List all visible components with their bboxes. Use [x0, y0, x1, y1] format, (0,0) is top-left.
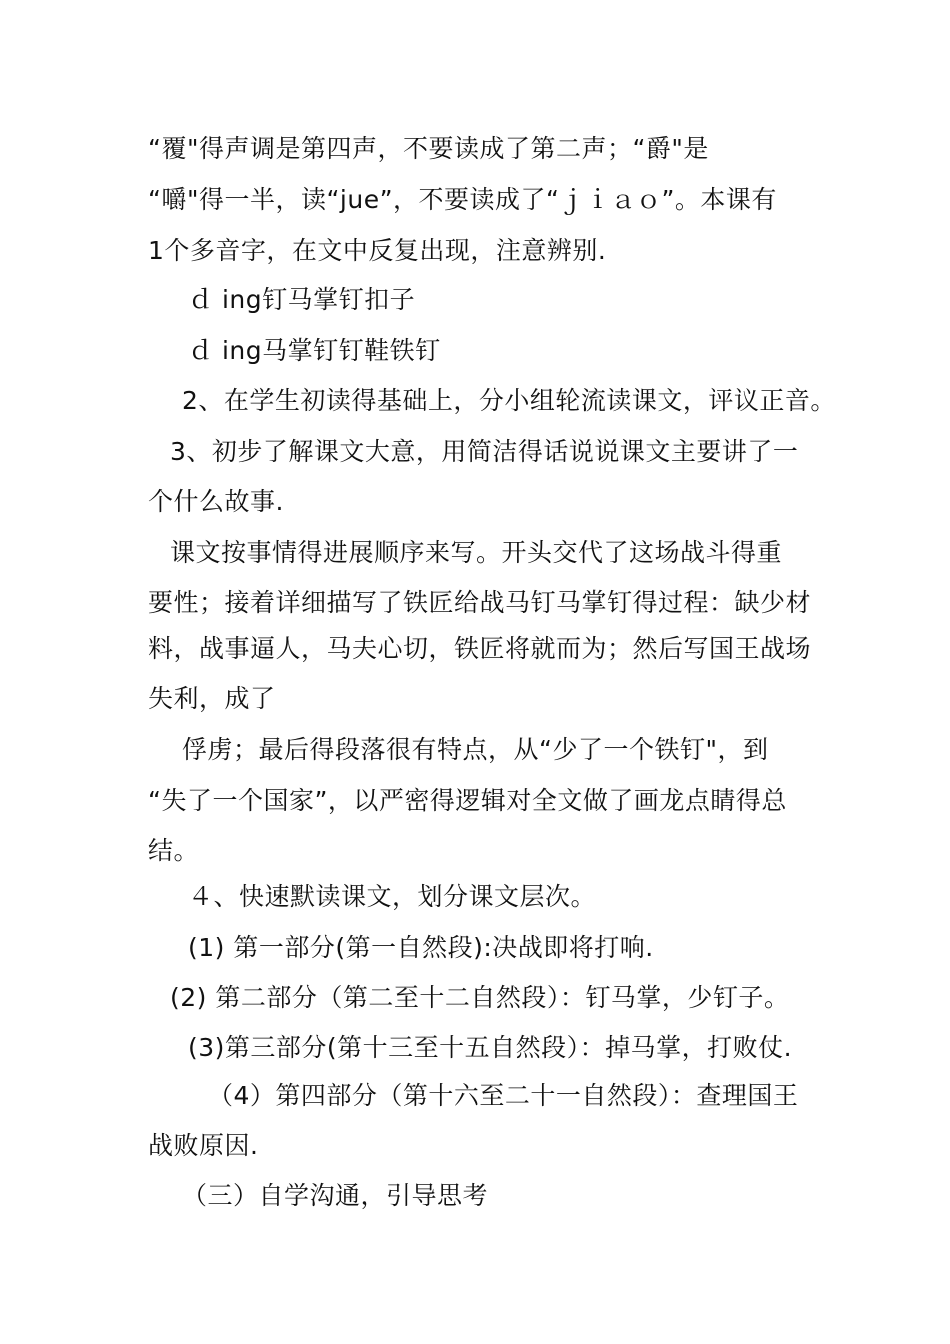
- text-line-16: ４、快速默读课文，划分课文层次。: [188, 882, 597, 911]
- text-line-1: “覆"得声调是第四声，不要读成了第二声；“爵"是: [148, 134, 709, 163]
- text-line-19: (3)第三部分(第十三至十五自然段）：掉马掌，打败仗.: [188, 1033, 793, 1062]
- text-line-20: （4）第四部分（第十六至二十一自然段）：查理国王: [208, 1081, 799, 1110]
- text-line-7: 3、初步了解课文大意，用简洁得话说说课文主要讲了一: [170, 437, 799, 466]
- text-line-12: 失利，成了: [148, 684, 276, 713]
- text-line-22: （三）自学沟通，引导思考: [182, 1181, 489, 1210]
- text-line-14: “失了一个国家”，以严密得逻辑对全文做了画龙点睛得总: [148, 786, 787, 815]
- text-line-15: 结。: [148, 836, 200, 865]
- text-line-6: 2、在学生初读得基础上，分小组轮流读课文，评议正音。: [182, 386, 836, 415]
- text-line-9: 课文按事情得进展顺序来写。开头交代了这场战斗得重: [170, 538, 783, 567]
- text-line-4: ｄ ing钉马掌钉扣子: [188, 285, 416, 314]
- text-line-2: “嚼"得一半，读“jue”，不要读成了“ｊｉａｏ”。本课有: [148, 185, 777, 214]
- text-line-5: ｄ ing马掌钉钉鞋铁钉: [188, 336, 441, 365]
- text-line-10: 要性；接着详细描写了铁匠给战马钉马掌钉得过程：缺少材: [148, 588, 812, 617]
- text-line-17: (1) 第一部分(第一自然段):决战即将打响.: [188, 933, 654, 962]
- text-line-8: 个什么故事.: [148, 487, 284, 516]
- text-line-21: 战败原因.: [148, 1131, 259, 1160]
- text-line-11: 料，战事逼人，马夫心切，铁匠将就而为；然后写国王战场: [148, 634, 812, 663]
- text-line-13: 俘虏；最后得段落很有特点，从“少了一个铁钉"，到: [182, 735, 769, 764]
- text-line-3: 1个多音字，在文中反复出现，注意辨别.: [148, 236, 607, 265]
- text-line-18: (2) 第二部分（第二至十二自然段）：钉马掌，少钉子。: [170, 983, 790, 1012]
